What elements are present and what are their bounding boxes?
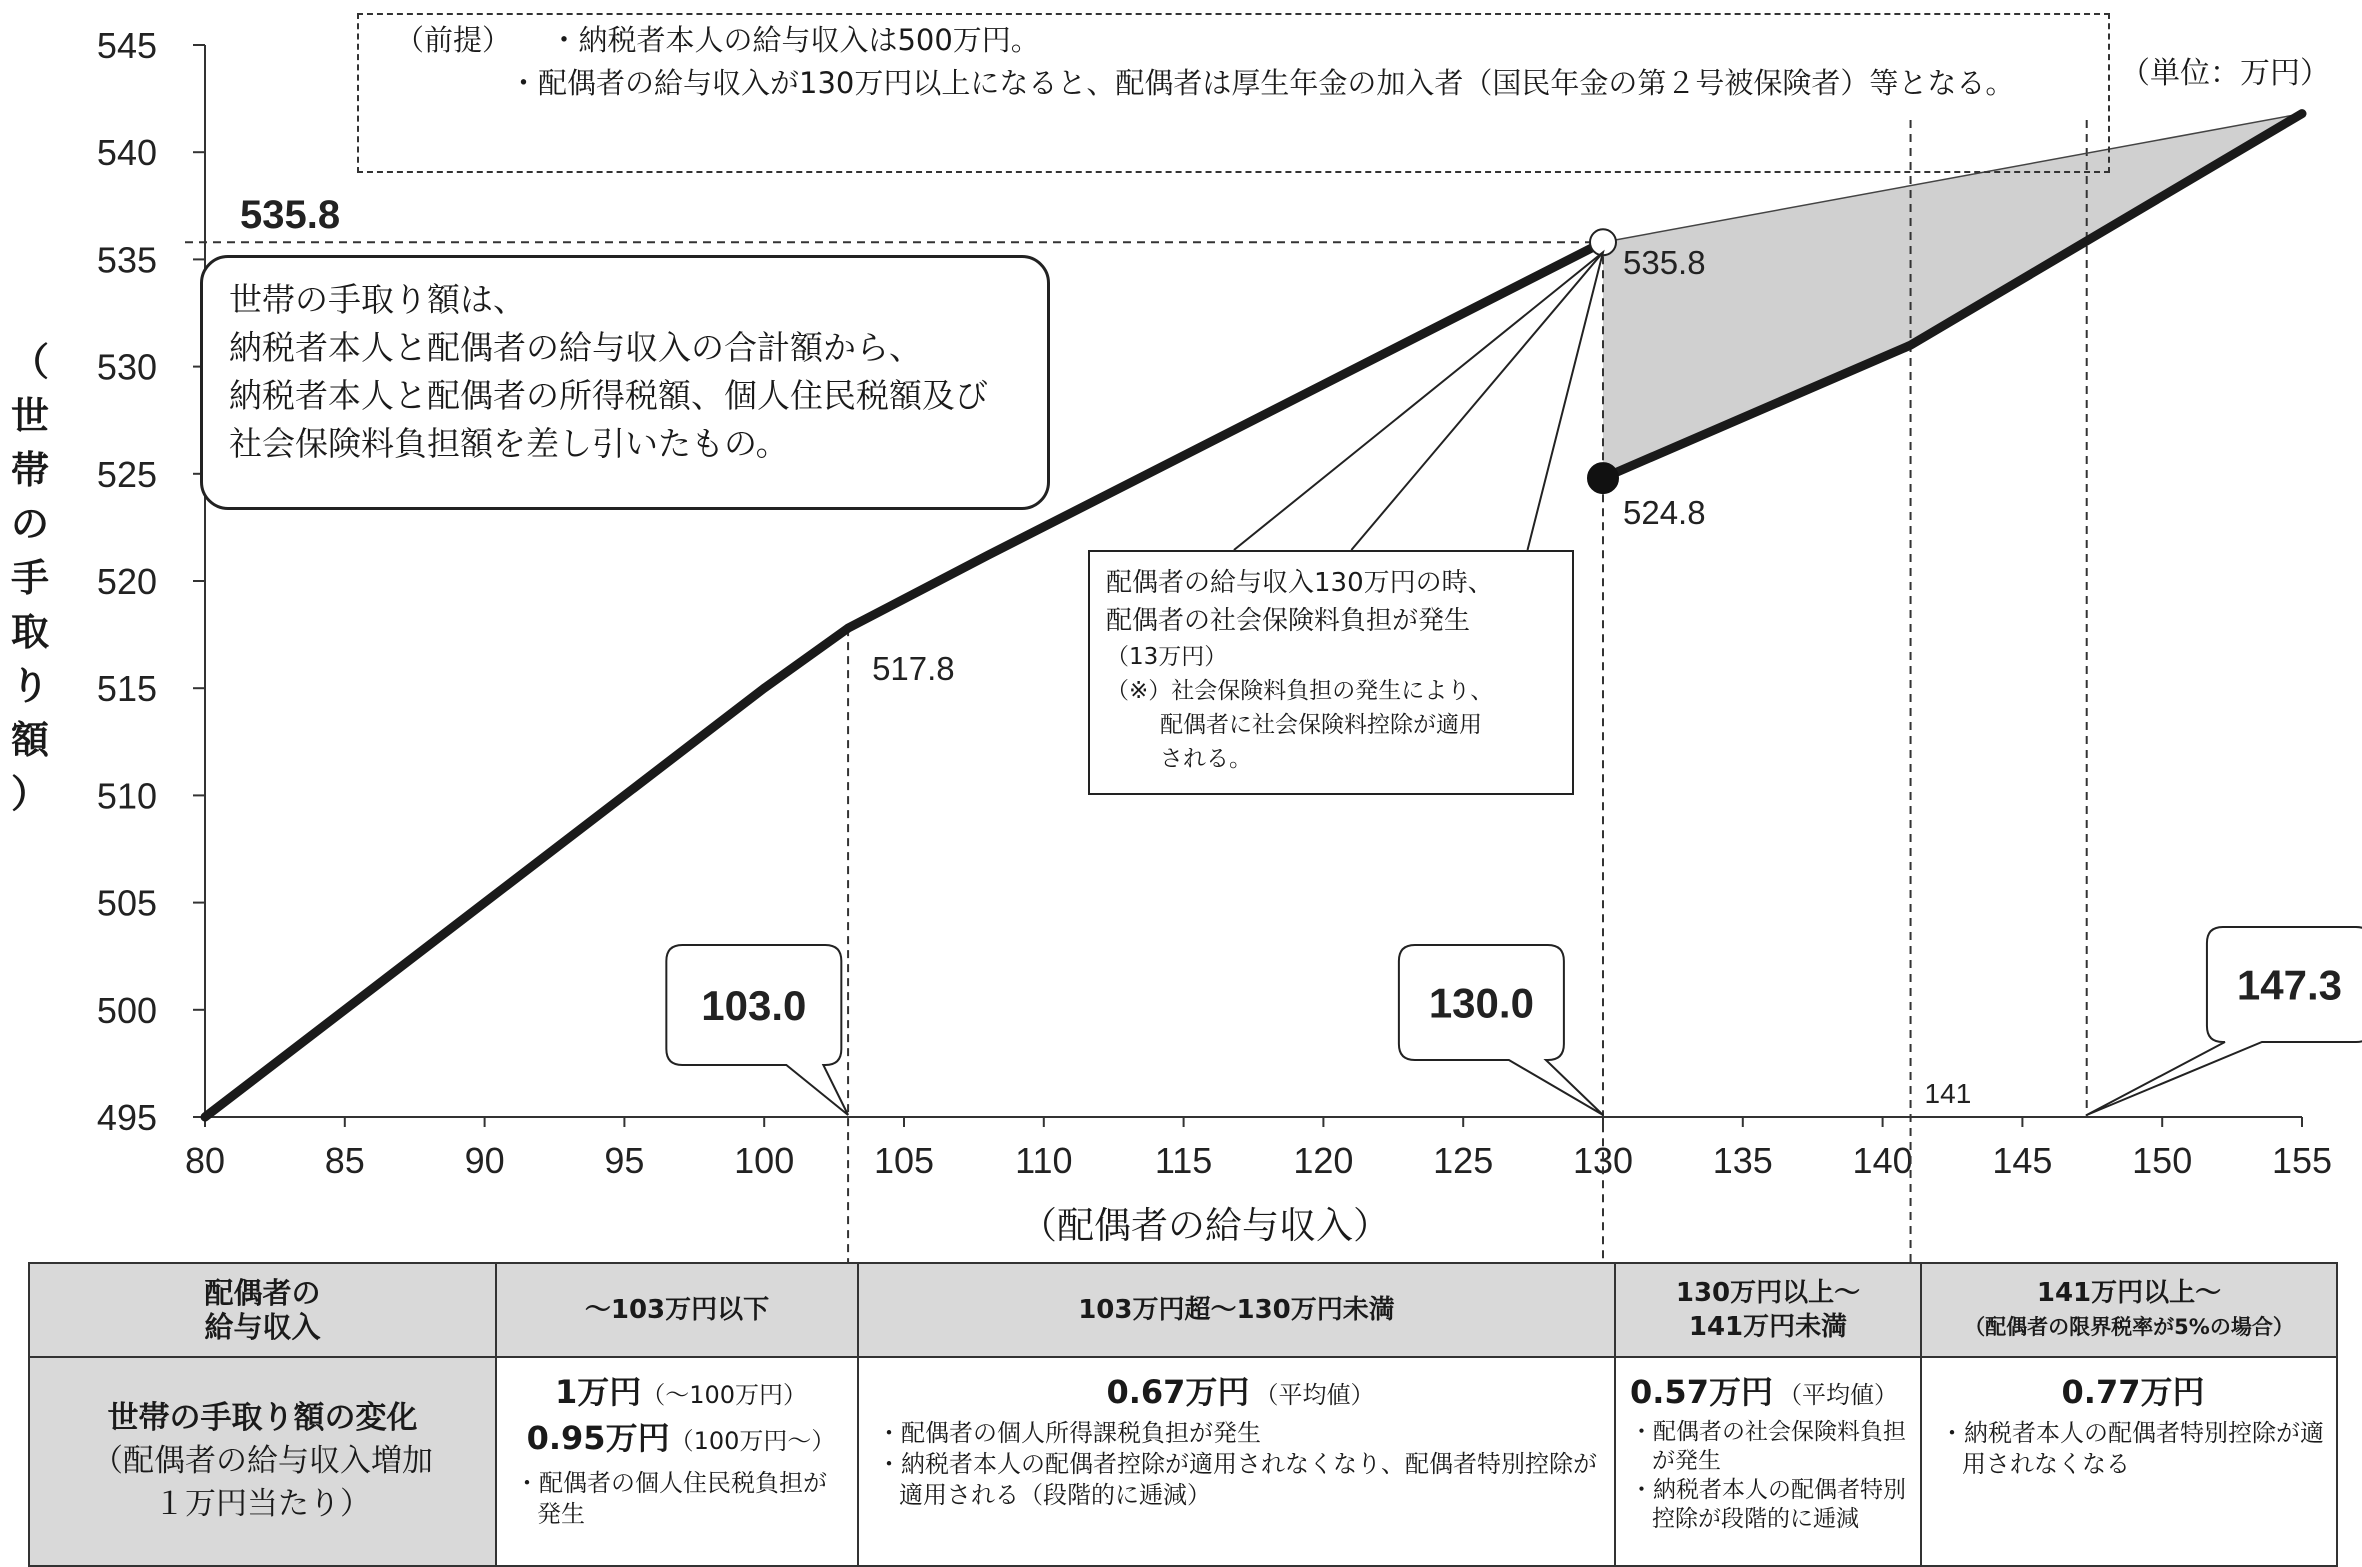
marker-141-label: 141	[1924, 1078, 1972, 1109]
header-col3	[1615, 1263, 1921, 1357]
y-tick-label: 515	[96, 668, 157, 710]
x-tick-label: 90	[464, 1140, 505, 1181]
col1-value1: 1万円	[554, 1373, 642, 1411]
col2-bullet1: ・配偶者の個人所得課税負担が発生	[877, 1419, 1261, 1447]
x-callout-label: 103.0	[701, 982, 807, 1029]
y-tick-label: 540	[96, 132, 157, 174]
y-title-char: り	[10, 664, 49, 708]
table-header-row	[29, 1263, 2337, 1357]
annotation-line1: 配偶者の給与収入130万円の時、	[1106, 568, 1494, 598]
x-tick-label: 150	[2132, 1140, 2193, 1181]
y-tick-label: 510	[96, 775, 157, 817]
x-tick-label: 130	[1572, 1140, 1634, 1181]
header-col4-sub: （配偶者の限界税率が5%の場合）	[1964, 1315, 2294, 1339]
col2-bullet2: ・納税者本人の配偶者控除が適用されなくなり、配偶者特別控除が適用される（段階的に逓減）	[877, 1450, 1597, 1509]
y-title-char: ）	[10, 772, 49, 816]
header-col3-line1: 130万円以上～	[1675, 1278, 1861, 1308]
x-tick-label: 125	[1433, 1140, 1494, 1181]
y-title-char: 取	[10, 610, 49, 654]
body-col4	[1921, 1357, 2337, 1566]
body-label-cell	[29, 1357, 496, 1566]
x-callout-bubble	[666, 945, 848, 1115]
x-tick-label: 80	[184, 1140, 226, 1181]
y-title-char: （	[10, 340, 49, 384]
x-tick-label: 155	[2271, 1140, 2333, 1181]
col2-note: （平均値）	[1254, 1381, 1375, 1409]
col3-bullet2: ・納税者本人の配偶者特別控除が段階的に逓減	[1630, 1477, 1906, 1532]
annotation-line6: される。	[1160, 746, 1252, 772]
annotation-line5: 配偶者に社会保険料控除が適用	[1160, 712, 1482, 738]
x-tick-label: 120	[1293, 1140, 1354, 1181]
body-col3	[1615, 1357, 1921, 1566]
x-tick-label: 115	[1154, 1140, 1213, 1181]
note-box	[200, 255, 1050, 510]
x-tick-label: 145	[1992, 1140, 2053, 1181]
point-label: 517.8	[872, 650, 955, 688]
note-line3: 納税者本人と配偶者の所得税額、個人住民税額及び	[229, 376, 988, 415]
header-label-line2: 給与収入	[204, 1310, 321, 1344]
premise-line2: ・配偶者の給与収入が130万円以上になると、配偶者は厚生年金の加入者（国民年金の第２号被保険者）等となる。	[509, 66, 2015, 100]
note-line1: 世帯の手取り額は、	[229, 280, 526, 319]
y-tick-label: 495	[96, 1097, 157, 1138]
x-tick-label: 85	[324, 1140, 365, 1181]
premise-label: （前提）	[395, 23, 512, 57]
y-tick-label: 505	[96, 882, 157, 924]
annotation-line2: 配偶者の社会保険料負担が発生	[1106, 606, 1471, 636]
x-tick-label: 110	[1015, 1140, 1073, 1181]
x-tick-label: 100	[734, 1140, 795, 1181]
header-col4	[1921, 1263, 2337, 1357]
col3-value: 0.57万円	[1630, 1373, 1773, 1411]
x-tick-label: 95	[604, 1140, 645, 1181]
x-callout-bubble	[2087, 927, 2362, 1115]
y-title-char: 帯	[10, 448, 49, 492]
table-body-row	[29, 1357, 2337, 1566]
col3-note: （平均値）	[1778, 1381, 1899, 1409]
y-title-char: の	[10, 502, 49, 546]
annotation-box	[1088, 550, 1574, 795]
x-tick-label: 140	[1852, 1140, 1913, 1181]
y-tick-label: 530	[96, 346, 157, 388]
body-label-line2: （配偶者の給与収入増加	[92, 1443, 433, 1479]
x-callout-bubble	[1399, 945, 1603, 1115]
x-axis-title: （配偶者の給与収入）	[1020, 1204, 1390, 1247]
body-col2	[858, 1357, 1615, 1566]
header-col4-main: 141万円以上～	[2036, 1278, 2222, 1308]
header-col1: ～103万円以下	[496, 1263, 858, 1357]
body-label-line3: １万円当たり）	[154, 1486, 371, 1522]
col1-value2-note: （100万円～）	[669, 1427, 836, 1455]
x-tick-label: 105	[873, 1140, 935, 1181]
filled-start-marker	[1588, 463, 1618, 493]
y-title-char: 額	[10, 718, 49, 762]
header-col2: 103万円超～130万円未満	[858, 1263, 1615, 1357]
y-axis-title	[4, 335, 56, 821]
note-line2: 納税者本人と配偶者の給与収入の合計額から、	[229, 328, 922, 367]
premise-line1: ・納税者本人の給与収入は500万円。	[549, 23, 1040, 57]
y-tick-label: 545	[96, 25, 157, 66]
y-tick-label: 520	[96, 561, 157, 602]
body-label-line1: 世帯の手取り額の変化	[107, 1400, 418, 1436]
reference-label: 535.8	[240, 193, 341, 238]
annotation-line3: （13万円）	[1106, 644, 1228, 670]
point-label: 535.8	[1623, 244, 1706, 282]
y-tick-label: 525	[96, 453, 157, 495]
summary-table	[28, 1262, 2338, 1567]
unit-label: （単位：万円）	[2120, 56, 2330, 91]
col1-value1-note: （～100万円）	[641, 1381, 808, 1409]
y-title-char: 世	[10, 394, 49, 438]
col1-value2: 0.95万円	[526, 1419, 670, 1457]
x-tick-label: 135	[1712, 1140, 1773, 1181]
annotation-line4: （※）社会保険料負担の発生により、	[1106, 678, 1494, 704]
y-title-char: 手	[10, 556, 49, 600]
body-col1	[496, 1357, 858, 1566]
y-tick-label: 535	[96, 239, 157, 281]
col2-value: 0.67万円	[1106, 1373, 1250, 1411]
point-label: 524.8	[1623, 494, 1706, 532]
header-label-cell	[29, 1263, 496, 1357]
col3-bullet1: ・配偶者の社会保険料負担が発生	[1630, 1419, 1906, 1474]
header-col3-line2: 141万円未満	[1688, 1312, 1848, 1342]
x-callout-label: 147.3	[2236, 961, 2342, 1009]
col4-bullet1: ・納税者本人の配偶者特別控除が適用されなくなる	[1940, 1419, 2324, 1478]
header-label-line1: 配偶者の	[204, 1276, 321, 1310]
col4-value: 0.77万円	[2061, 1373, 2205, 1411]
note-line4: 社会保険料負担額を差し引いたもの。	[229, 424, 789, 463]
col1-bullet: ・配偶者の個人住民税負担が発生	[515, 1469, 827, 1528]
y-tick-label: 500	[96, 989, 157, 1031]
x-callout-label: 130.0	[1428, 979, 1534, 1027]
premise-box	[357, 13, 2110, 173]
